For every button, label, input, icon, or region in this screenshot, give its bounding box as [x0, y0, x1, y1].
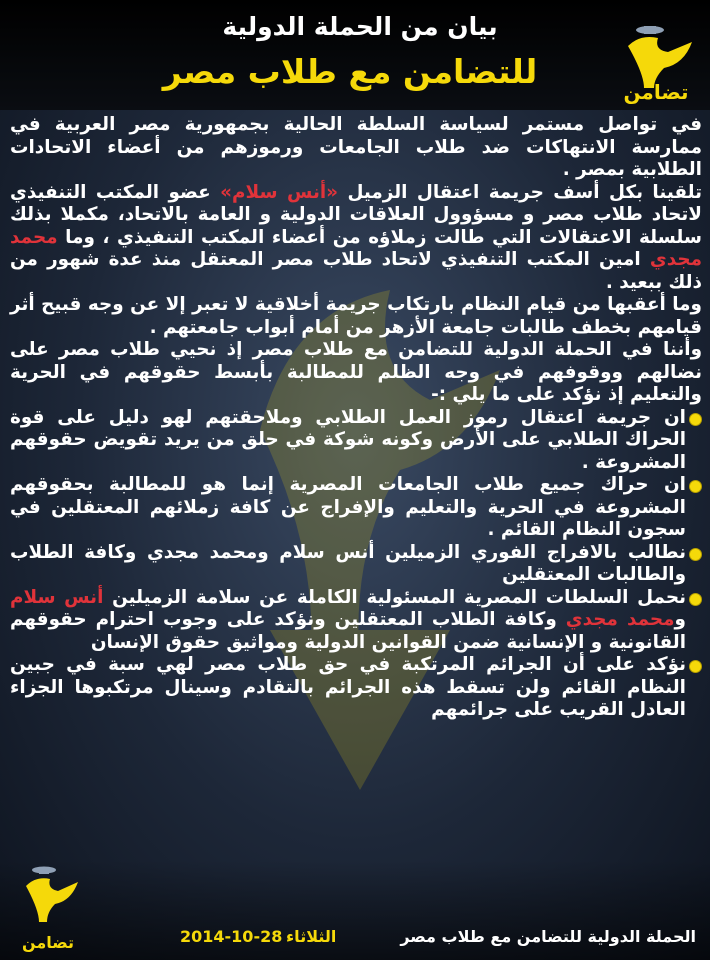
bullet-item: ان حراك جميع طلاب الجامعات المصرية إنما هو للمطالبة بحقوقهم المشروعة في الحرية والتعليم والإفراج عن كافة زملائهم المعتقلين في سجون النظام القائم .: [10, 474, 702, 542]
footer-date: 2014-10-28: [180, 927, 283, 946]
bullet-item: ان جريمة اعتقال رموز العمل الطلابي وملاحقتهم لهو دليل على قوة الحراك الطلابي على الأرض وكونه شوكة في حلق من يريد تقويض حقوقهم المشروعة .: [10, 407, 702, 475]
bullet-text: و: [674, 609, 686, 630]
bullet-item: نؤكد على أن الجرائم المرتكبة في حق طلاب مصر لهي سبة في جبين النظام القائم ولن تسقط هذه الجرائم بالتقادم وسينال مرتكبوها الجزاء العادل القريب على جرائمهم: [10, 654, 702, 722]
highlight-name: محمد مجدي: [10, 226, 702, 270]
bird-icon: [12, 860, 84, 938]
highlight-name: محمد مجدي: [565, 609, 675, 630]
paragraph-campaign: وأننا في الحملة الدولية للتضامن مع طلاب مصر إذ نحيي طلاب مصر على نضالهم ووقوفهم في وجه الظلم للمطالبة بأبسط حقوقهم في الحرية والتعليم إذ نؤكد على ما يلي :-: [10, 339, 702, 405]
bullet-item: [10, 587, 702, 655]
paragraph-text: عضو المكتب التنفيذي لاتحاد طلاب مصر و مسؤوول العلاقات الدولية و العامة بالاتحاد، مكملا بذلك سلسلة الاعتقالات التي طالت زملاؤه من أعضاء المكتب التنفيذي ، وما: [10, 181, 702, 248]
footer: [0, 860, 710, 960]
paragraph-text: امين المكتب التنفيذي لاتحاد طلاب مصر المعتقل منذ عدة شهور من ذلك ببعيد .: [10, 249, 702, 293]
bullet-item: نطالب بالافراج الفوري الزميلين أنس سلام ومحمد مجدي وكافة الطلاب والطالبات المعتقلين: [10, 542, 702, 587]
paragraph-intro: في تواصل مستمر لسياسة السلطة الحالية بجمهورية مصر العربية في ممارسة الانتهاكات ضد طلاب الجامعات ورموزهم من أعضاء الاتحادات الطلابية بمصر .: [10, 114, 702, 180]
header-subtitle: للتضامن مع طلاب مصر: [162, 52, 538, 91]
header-banner: [0, 0, 710, 110]
bullet-text: وكافة الطلاب المعتقلين ونؤكد على وجوب احترام حقوقهم القانونية و الإنسانية ضمن القوانين الدولية ومواثيق حقوق الإنسان: [10, 609, 686, 653]
statement-body: [10, 114, 702, 722]
logo-text: تضامن: [21, 933, 75, 952]
highlight-name: «أنس سلام»: [220, 181, 339, 203]
footer-day: الثلاثاء: [286, 927, 337, 946]
footer-campaign-name: الحملة الدولية للتضامن مع طلاب مصر: [400, 927, 696, 946]
highlight-name: أنس سلام: [10, 586, 104, 608]
header-title: بيان من الحملة الدولية: [222, 12, 498, 41]
bullet-text: نحمل السلطات المصرية المسئولية الكاملة عن سلامة الزميلين: [103, 586, 686, 608]
paragraph-azhar: وما أعقبها من قيام النظام بارتكاب جريمة أخلاقية لا تعبر إلا عن وجه قبيح أثر قيامهم بخطف طالبات جامعة الأزهر من أمام أبواب جامعتهم .: [10, 294, 702, 338]
logo-text: تضامن: [623, 80, 689, 104]
paragraph-arrest: [10, 182, 702, 295]
paragraph-text: تلقينا بكل أسف جريمة اعتقال الزميل: [338, 181, 702, 203]
